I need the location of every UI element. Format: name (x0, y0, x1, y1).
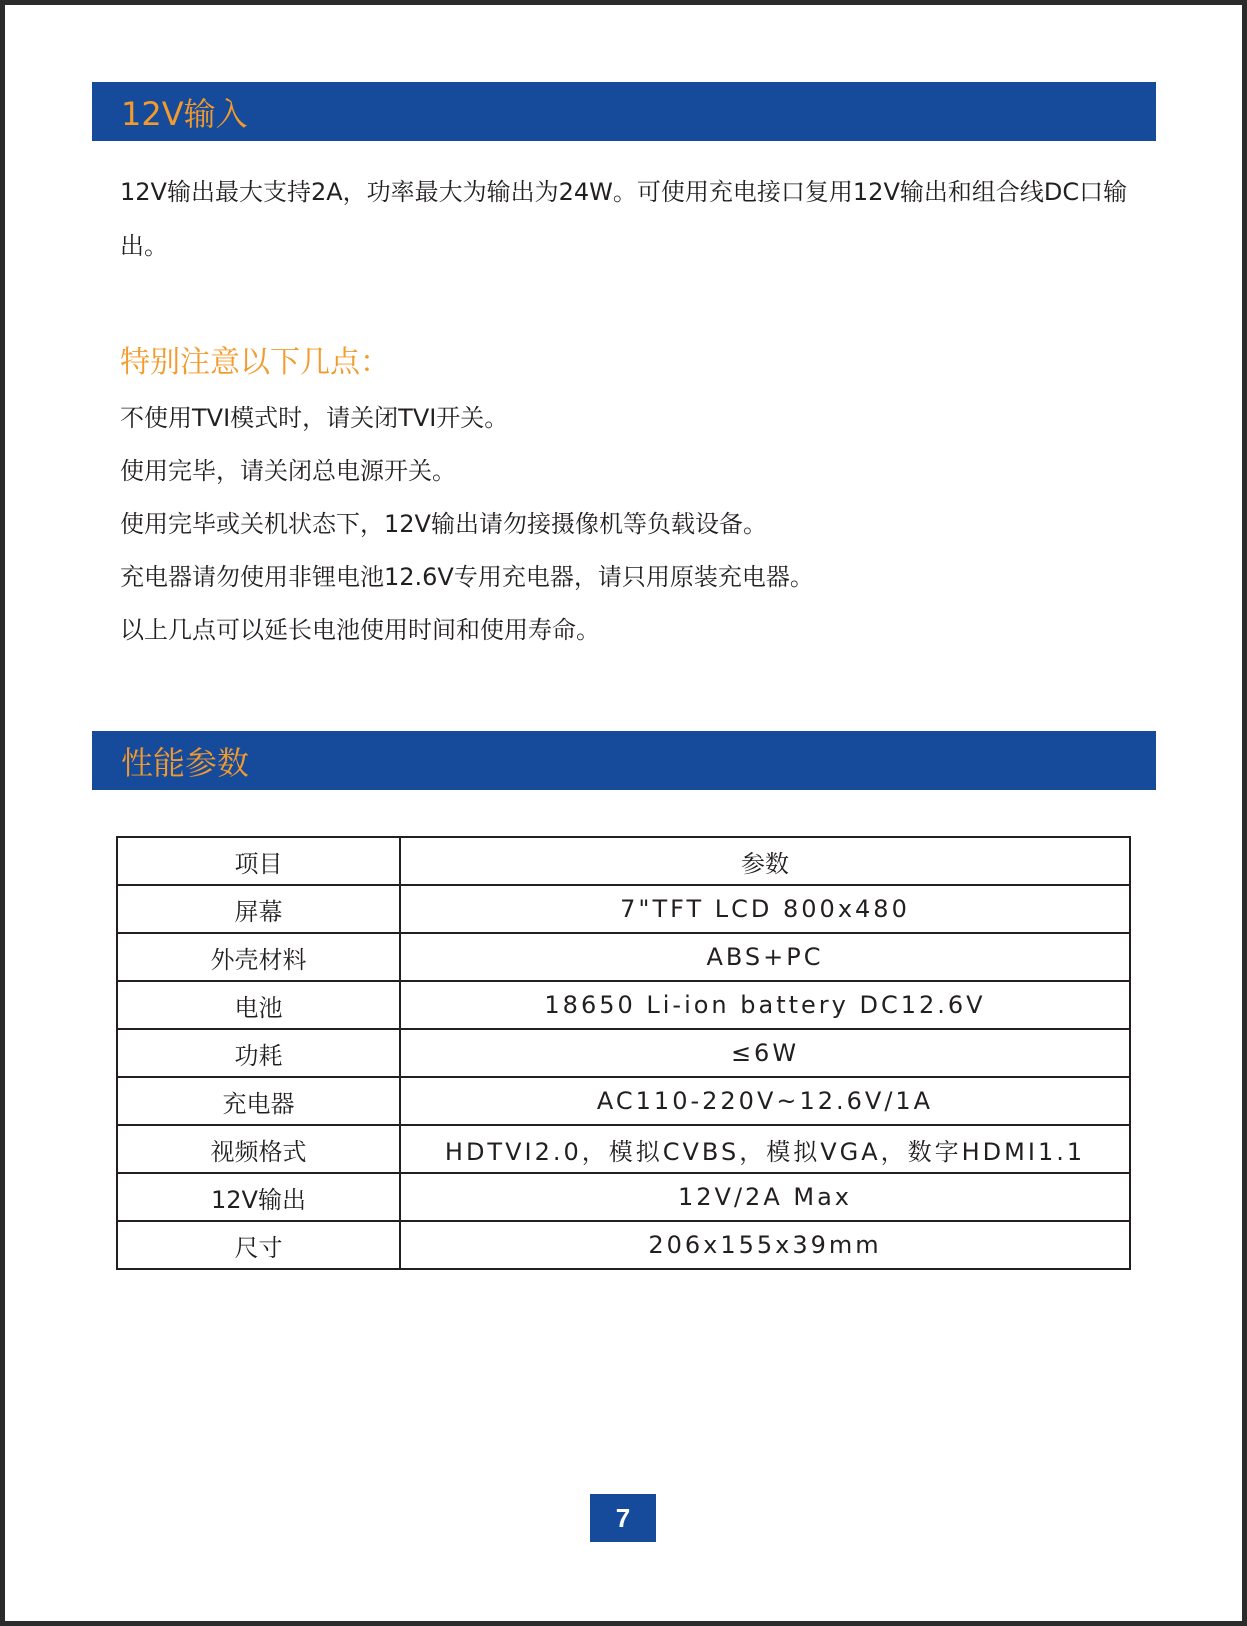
section-header-specs (92, 731, 1156, 790)
notice-item: 以上几点可以延长电池使用时间和使用寿命。 (120, 616, 600, 644)
notice-title: 特别注意以下几点： (120, 345, 390, 380)
section-header-12v-input (92, 82, 1156, 141)
notice-list (120, 392, 814, 657)
spec-value: AC110-220V~12.6V/1A (400, 1077, 1130, 1125)
spec-value: 7"TFT LCD 800x480 (400, 885, 1130, 933)
spec-item: 视频格式 (117, 1125, 400, 1173)
table-row (117, 1173, 1130, 1221)
table-row (117, 981, 1130, 1029)
table-row (117, 933, 1130, 981)
table-row (117, 885, 1130, 933)
section-title: 12V输入 (121, 94, 248, 133)
notice-item: 不使用TVI模式时，请关闭TVI开关。 (120, 404, 509, 432)
header-item: 项目 (117, 837, 400, 885)
spec-item: 外壳材料 (117, 933, 400, 981)
page-number: 7 (590, 1494, 656, 1542)
table-row (117, 1125, 1130, 1173)
notice-item: 使用完毕或关机状态下，12V输出请勿接摄像机等负载设备。 (120, 510, 767, 538)
table-row (117, 1221, 1130, 1269)
spec-item: 12V输出 (117, 1173, 400, 1221)
spec-item: 电池 (117, 981, 400, 1029)
table-header-row (117, 837, 1130, 885)
spec-value: 18650 Li-ion battery DC12.6V (400, 981, 1130, 1029)
spec-value: 12V/2A Max (400, 1173, 1130, 1221)
spec-value: ≤6W (400, 1029, 1130, 1077)
spec-item: 充电器 (117, 1077, 400, 1125)
header-value: 参数 (400, 837, 1130, 885)
notice-item: 使用完毕，请关闭总电源开关。 (120, 457, 456, 485)
spec-table (116, 836, 1131, 1270)
section-title: 性能参数 (121, 743, 250, 782)
intro-paragraph: 12V输出最大支持2A，功率最大为输出为24W。可使用充电接口复用12V输出和组合线DC口输出。 (120, 178, 1128, 260)
table-row (117, 1029, 1130, 1077)
spec-item: 功耗 (117, 1029, 400, 1077)
spec-value: 206x155x39mm (400, 1221, 1130, 1269)
spec-value: HDTVI2.0，模拟CVBS，模拟VGA，数字HDMI1.1 (400, 1125, 1130, 1173)
spec-item: 尺寸 (117, 1221, 400, 1269)
notice-item: 充电器请勿使用非锂电池12.6V专用充电器，请只用原装充电器。 (120, 563, 814, 591)
spec-value: ABS+PC (400, 933, 1130, 981)
table-row (117, 1077, 1130, 1125)
spec-item: 屏幕 (117, 885, 400, 933)
